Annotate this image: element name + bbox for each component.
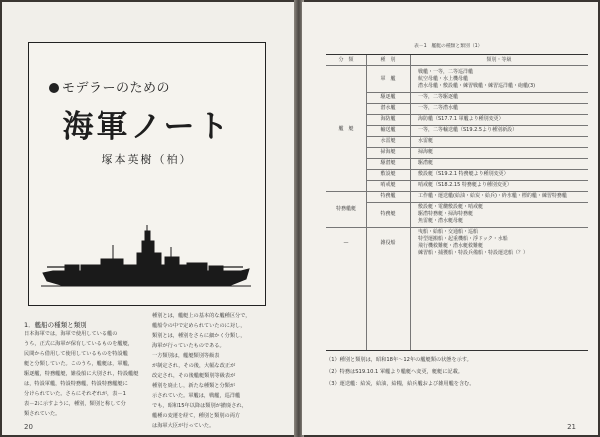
class-cell: 曳船・給船・交通船・巡船: [418, 229, 479, 235]
table-rule: [366, 92, 588, 93]
classification-table: [326, 54, 588, 351]
type-cell: 駆逐艦: [380, 94, 396, 100]
class-cell: 一等，二等潜水艦: [418, 105, 459, 111]
type-cell: 掃海艇: [380, 149, 396, 155]
body-column-1: [24, 329, 146, 419]
text-line: 民間から借用して使用しているものを特設艦: [24, 351, 128, 357]
type-cell: 軍 艦: [380, 76, 396, 82]
class-cell: 戦艦・一等，二等巡洋艦: [418, 69, 474, 75]
type-cell: 潜水艦: [380, 105, 396, 111]
table-rule: [366, 103, 588, 104]
section-heading: 1．艦船の種類と類別: [24, 321, 87, 329]
title-box: [28, 42, 266, 306]
page-number-left: 20: [24, 423, 33, 431]
type-cell: 駆潜艇: [380, 160, 396, 166]
author: 塚本英樹（柏）: [101, 153, 193, 166]
table-rule: [326, 227, 588, 228]
text-line: 改定され，その後艦艇類別等級表が: [152, 373, 236, 379]
left-page: [2, 2, 296, 435]
text-line: 艦種の変遷を経て，種別と類別の両方: [152, 413, 241, 419]
class-cell: 魚雷艇・潜水艇母艇: [418, 218, 464, 224]
text-line: は海軍大臣が行っていた。: [152, 423, 215, 429]
table-notes: [326, 354, 475, 390]
text-line: 種別とは，艦艇上の基本的な艦種区分で，: [152, 313, 251, 319]
type-cell: 特務艦: [380, 193, 396, 199]
header-type: 種 別: [380, 57, 396, 63]
table-rule: [366, 158, 588, 159]
category-cell: 艦 艇: [338, 125, 354, 132]
type-cell: 哨戒艇: [380, 182, 396, 188]
category-cell: 特務艦艇: [335, 205, 356, 212]
type-cell: 特務艇: [380, 211, 396, 217]
class-cell: 哨戒艇（S18.2.15 特務艇より種別変更）: [418, 182, 512, 188]
type-cell: 水雷艇: [380, 138, 396, 144]
text-line: 海軍が行っていたものである。: [152, 343, 225, 349]
page-number-right: 21: [567, 423, 576, 431]
text-line: 駆逐艦，特務艦艇，雑役船に大別され，特設艦艇: [24, 371, 139, 377]
table-rule: [366, 202, 588, 203]
note-line: （1）種別と類別は，昭和18年～12年の艦艇類の状態を示す。: [326, 357, 472, 363]
type-cell: 雑役船: [380, 239, 396, 246]
class-cell: 駆潜艇: [418, 160, 434, 166]
text-line: でも，昭和15年以降は類別が撤廃され，: [152, 403, 248, 409]
class-cell: 特型運搬船・起重機船・浮ドック・水船: [418, 236, 508, 242]
right-page: [302, 2, 598, 435]
text-line: 日本海軍では，海軍で使用している艦の: [24, 331, 118, 337]
subtitle-text: モデラーのための: [62, 81, 171, 96]
table-rule: [366, 136, 588, 137]
bullet-icon: [49, 83, 59, 93]
note-line: （3）運送艦：給炭，給油，給糧，給兵艦および雑用艦を含む。: [326, 381, 475, 387]
header-category: 分 類: [338, 57, 354, 63]
subtitle: [49, 77, 170, 96]
text-line: 示されていた。軍艦は，戦艦，巡洋艦: [152, 393, 241, 399]
text-line: 一方類別は，艦艇類別等級表: [152, 353, 220, 359]
text-line: 艦船令の中で定められていたのに対し，: [152, 323, 246, 329]
class-cell: 駆潜特務艇・掃海特務艇: [418, 211, 474, 217]
type-cell: 海防艦: [380, 116, 396, 122]
class-cell: 掃海艇: [418, 149, 434, 155]
table-caption: 表－1 艦艇の種類と類別（1）: [414, 44, 483, 49]
table-rule: [366, 114, 588, 115]
type-cell: 敷設艇: [380, 171, 396, 177]
class-cell: 一等，二等輸送艦（S19.2.5より種別新設）: [418, 127, 518, 133]
class-cell: 敷設艇・電纜敷設艇・哨戒艇: [418, 204, 484, 210]
class-cell: 敷設艇（S19.2.1 特務艇より種別変更）: [418, 171, 509, 177]
body-column-2: [152, 311, 272, 431]
type-cell: 輸送艦: [380, 127, 396, 133]
table-rule: [366, 169, 588, 170]
main-title: 海軍ノート: [62, 109, 232, 145]
battleship-silhouette-icon: [41, 223, 251, 295]
text-line: 表－2に示すように，種別，類別と称して分: [24, 401, 126, 407]
class-cell: 一等，二等駆逐艦: [418, 94, 459, 100]
class-cell: 工作艦・運送艦(給油・給炭・給兵)・砕氷艦・標的艦・練習特務艦: [418, 193, 567, 199]
class-cell: 潜水母艦・敷設艦・練習戦艦・練習巡洋艦・砲艦(3): [418, 83, 536, 89]
class-cell: 航空母艦・水上機母艦: [418, 76, 469, 82]
note-line: （2）特務はS19.10.1 軍艦より艦艇へ変更，艇艇に記載。: [326, 369, 463, 375]
text-line: が制定され，その後，大幅な改正が: [152, 363, 236, 369]
table-rule: [366, 147, 588, 148]
table-rule: [326, 191, 588, 192]
text-line: 艇と分類していた。このうち，艦艇は，軍艦，: [24, 361, 133, 367]
text-line: 種別を廃止し，新たな種類と分類が: [152, 383, 236, 389]
table-rule: [366, 180, 588, 181]
class-cell: 練習船・捕獲船・特設兵備船・特設運送船（？）: [418, 250, 529, 256]
class-cell: 飛行機救難艇・潜水艇救難艇: [418, 243, 484, 249]
text-line: 類されていた。: [24, 411, 61, 417]
class-cell: 水雷艇: [418, 138, 434, 144]
text-line: は，特設軍艦，特設特務艦，特設特務艦艇に: [24, 381, 128, 387]
class-cell: 海防艦（S17.7.1 軍艦より種別変更）: [418, 116, 504, 122]
header-class: 類別・等級: [486, 57, 512, 63]
category-cell: —: [343, 239, 349, 246]
table-rule: [366, 125, 588, 126]
text-line: 類別とは，種別をさらに細かく分類し，: [152, 333, 246, 339]
text-line: うち，正式に海軍が保有しているものを艦艇，: [24, 341, 133, 347]
text-line: 分けられていた。さらにそれぞれが，表－1: [24, 391, 126, 397]
